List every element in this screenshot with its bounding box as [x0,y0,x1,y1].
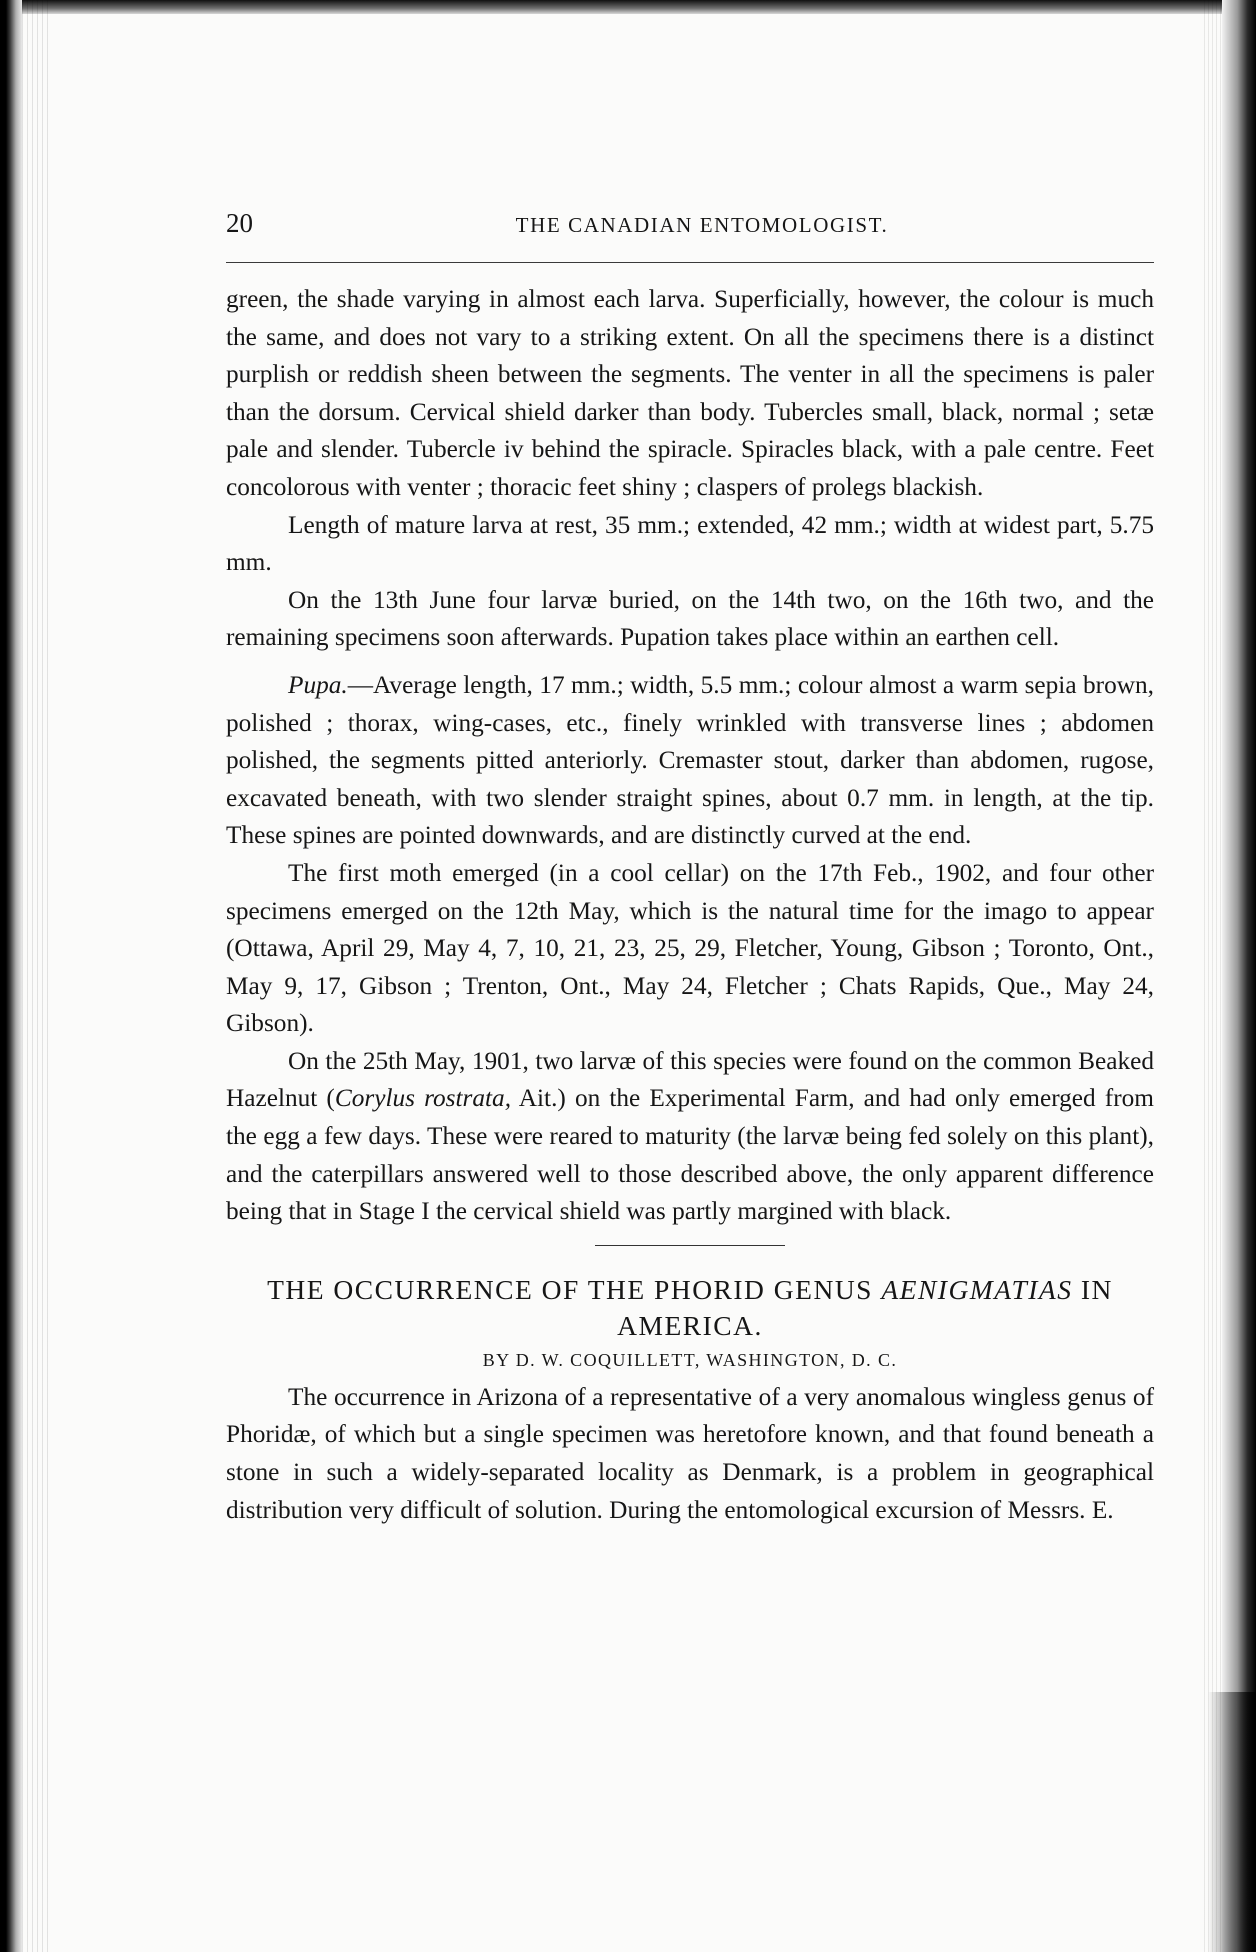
scan-top-edge [0,0,1256,14]
page-content [226,206,1154,1529]
paragraph-larva-description: green, the shade varying in almost each larva. Superficially, however, the colour is much the same, and does not vary to a striking extent. On all the specimens there is a distinct purplish or reddish sheen between the segments. The venter in all the specimens is paler than the dorsum. Cervical shield darker than body. Tubercles small, black, normal ; setæ pale and slender. Tubercle iv behind the spiracle. Spiracles black, with a pale centre. Feet concolorous with venter ; thoracic feet shiny ; claspers of prolegs blackish. [226,285,1154,501]
continued-article [226,281,1154,1231]
paragraph-pupa [226,667,1154,855]
article-title [226,1272,1154,1344]
article-byline: BY D. W. COQUILLETT, WASHINGTON, D. C. [482,1349,898,1370]
page-number: 20 [226,208,253,238]
scan-left-page-stack [22,0,50,1952]
scan-left-edge [0,0,22,1952]
paragraph-emergence: The first moth emerged (in a cool cellar) on the 17th Feb., 1902, and four other specimens emerged on the 12th May, which is the natural time for the imago to appear (Ottawa, April 29, May 4, 7, 10, 21, 23, 25, 29, Fletcher, Young, Gibson ; Toronto, Ont., May 9, 17, Gibson ; Trenton, Ont., May 24, Fletcher ; Chats Rapids, Que., May 24, Gibson). [226,858,1154,1038]
section-divider [595,1245,785,1246]
paragraph-hazelnut [226,1043,1154,1231]
article-body [226,1379,1154,1529]
article-title-b: IN AMERICA. [617,1273,1113,1341]
paragraph-larva-length: Length of mature larva at rest, 35 mm.; extended, 42 mm.; width at widest part, 5.75 mm. [226,510,1154,577]
species-name: Corylus rostrata, [334,1084,512,1113]
article-title-genus: AENIGMATIAS [881,1273,1073,1305]
header-rule [226,262,1154,263]
hazelnut-text-b: Ait.) on the Experimental Farm, and had only emerged from the egg a few days. These were reared to maturity (the larvæ being fed solely on this plant), and the caterpillars answered well to those described above, the only apparent difference being that in Stage I the cervical shield was partly margined with black. [226,1084,1154,1226]
hazelnut-text-a: On the 25th May, 1901, two larvæ of this species were found on the common Beaked Hazelnut ( [226,1046,1154,1113]
article-title-a: THE OCCURRENCE OF THE PHORID GENUS [267,1273,882,1305]
paragraph-article-intro: The occurrence in Arizona of a representative of a very anomalous wingless genus of Phoridæ, of which but a single specimen was heretofore known, and that found beneath a stone in such a widely-separated locality as Denmark, is a problem in geographical distribution very difficult of solution. During the entomological excursion of Messrs. E. [226,1382,1154,1524]
paragraph-pupation: On the 13th June four larvæ buried, on the 14th two, on the 16th two, and the remaining specimens soon afterwards. Pupation takes place within an earthen cell. [226,585,1154,652]
running-head [226,206,1154,240]
scan-right-edge [1222,0,1256,1952]
scan-right-page-stack [1204,0,1222,1952]
scan-corner-shadow [1208,1692,1256,1952]
pupa-text: —Average length, 17 mm.; width, 5.5 mm.; colour almost a warm sepia brown, polished ; thorax, wing-cases, etc., finely wrinkled with transverse lines ; abdomen polished, the segments pitted anteriorly. Cremaster stout, darker than abdomen, rugose, excavated beneath, with two slender straight spines, about 0.7 mm. in length, at the tip. These spines are pointed downwards, and are distinctly curved at the end. [226,670,1154,850]
journal-title: THE CANADIAN ENTOMOLOGIST. [515,213,889,237]
pupa-heading: Pupa. [288,670,348,699]
